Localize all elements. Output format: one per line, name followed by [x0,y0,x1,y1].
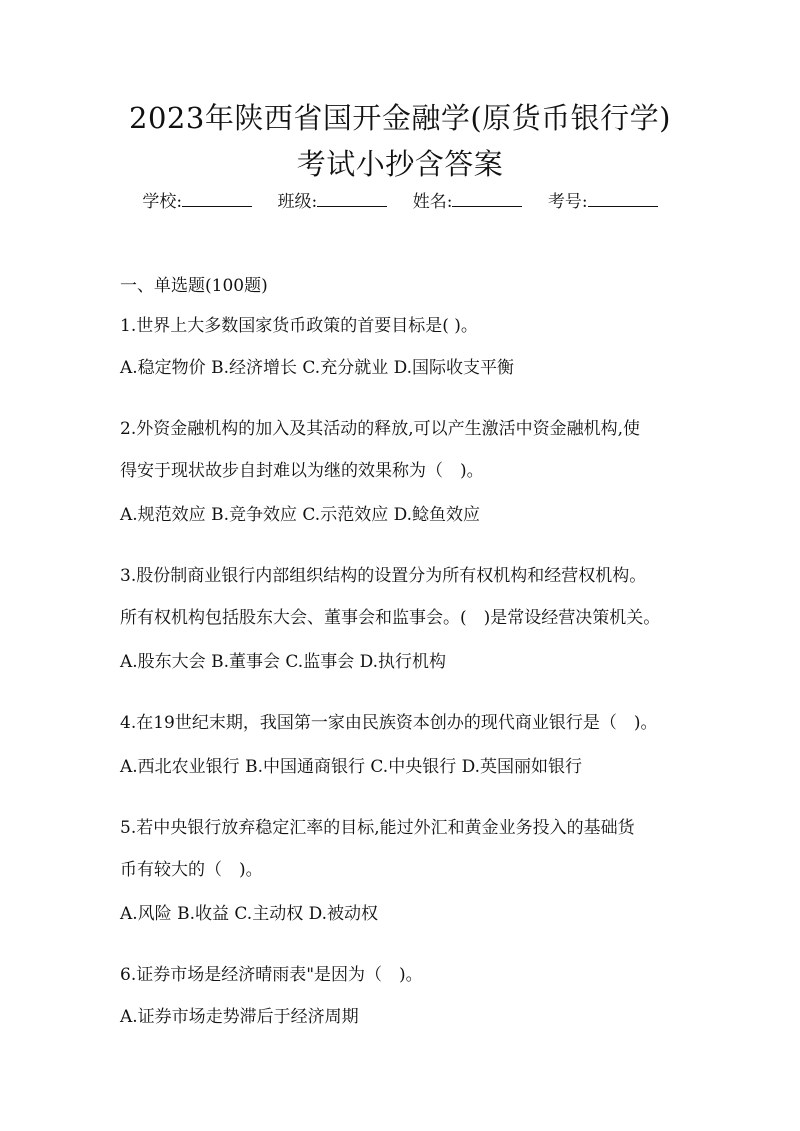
doc-title-line1: 2023年陕西省国开金融学(原货币银行学) [129,101,671,135]
info-field-exam-number [548,192,658,212]
question-5-stem: 5.若中央银行放弃稳定汇率的目标,能过外汇和黄金业务投入的基础货 [120,818,635,838]
question-6-option-a: A.证券市场走势滞后于经济周期 [120,1007,359,1027]
question-4-options: A.西北农业银行 B.中国通商银行 C.中央银行 D.英国丽如银行 [120,757,583,777]
question-3-stem-cont: 所有权机构包括股东大会、董事会和监事会。( )是常设经营决策机关。 [120,608,661,628]
student-info-line [0,190,800,214]
info-blank [182,191,252,207]
info-field-label: 姓名: [412,192,453,212]
info-blank [317,191,387,207]
question-4-stem: 4.在19世纪末期，我国第一家由民族资本创办的现代商业银行是（ )。 [120,713,658,733]
question-3-stem: 3.股份制商业银行内部组织结构的设置分为所有权机构和经营权机构。 [120,566,647,586]
info-field-class [278,192,388,212]
info-field-label: 考号: [547,192,588,212]
question-1-stem: 1.世界上大多数国家货币政策的首要目标是( )。 [120,316,478,336]
question-6-stem: 6.证券市场是经济晴雨表"是因为（ )。 [120,965,423,985]
question-1-options: A.稳定物价 B.经济增长 C.充分就业 D.国际收支平衡 [120,358,515,378]
question-5-options: A.风险 B.收益 C.主动权 D.被动权 [120,904,379,924]
question-2-stem: 2.外资金融机构的加入及其活动的释放,可以产生激活中资金融机构,使 [120,419,641,439]
info-blank [588,191,658,207]
info-field-name [413,192,523,212]
question-3-options: A.股东大会 B.董事会 C.监事会 D.执行机构 [120,652,447,672]
info-field-label: 学校: [142,192,183,212]
question-2-options: A.规范效应 B.竞争效应 C.示范效应 D.鲶鱼效应 [120,505,481,525]
section-heading: 一、单选题(100题) [120,276,268,296]
info-field-school [142,192,252,212]
doc-title-line2: 考试小抄含答案 [296,147,504,181]
question-5-stem-cont: 币有较大的（ )。 [120,860,263,880]
info-field-label: 班级: [277,192,318,212]
question-2-stem-cont: 得安于现状故步自封难以为继的效果称为（ )。 [120,461,484,481]
info-blank [452,191,522,207]
